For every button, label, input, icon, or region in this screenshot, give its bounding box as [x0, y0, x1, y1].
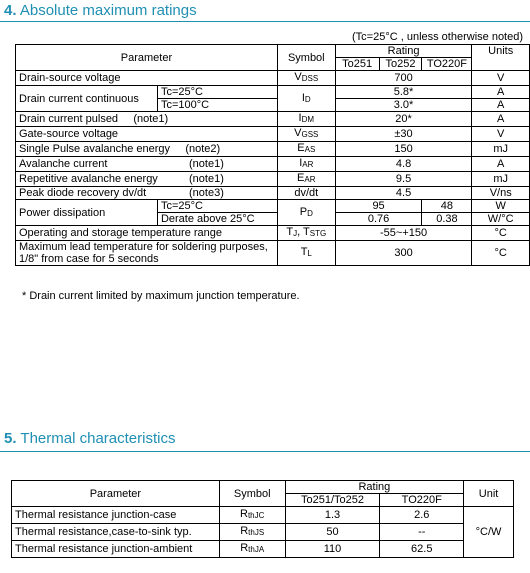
table-row — [16, 200, 530, 213]
symbol-cell: $R_{thJS}$ — [219, 524, 285, 541]
table-row — [16, 241, 530, 266]
header-units: Units — [472, 45, 530, 71]
note-label: (note2) — [185, 143, 221, 155]
table-row — [16, 86, 530, 99]
param-cell: Avalanche current (note1) — [16, 157, 278, 172]
table-row — [16, 157, 530, 172]
section-5-title — [4, 430, 175, 447]
header-symbol: Symbol — [219, 481, 285, 507]
note-label: (note1) — [133, 113, 169, 125]
table-header-row — [16, 45, 530, 58]
value-cell: 4.5 — [335, 187, 472, 200]
value-cell: 110 — [285, 541, 380, 558]
condition-cell: Tc=25°C — [157, 200, 277, 213]
symbol-cell: $V_{DSS}$ — [277, 71, 335, 86]
section-4-number: 4. — [4, 2, 17, 19]
table-row — [16, 172, 530, 187]
unit-cell: mJ — [472, 172, 530, 187]
table-row — [16, 142, 530, 157]
condition-cell: Tc=25°C — [157, 86, 277, 99]
param-cell: Peak diode recovery dv/dt (note3) — [16, 187, 278, 200]
value-cell: 700 — [335, 71, 472, 86]
unit-cell: mJ — [472, 142, 530, 157]
value-cell: ±30 — [335, 127, 472, 142]
param-cell: Repetitive avalanche energy (note1) — [16, 172, 278, 187]
symbol-cell: dv/dt — [277, 187, 335, 200]
header-pkg-to220f: TO220F — [380, 494, 464, 507]
value-cell: 5.8* — [335, 86, 472, 99]
section-5-text: Thermal characteristics — [20, 430, 176, 447]
table-row — [12, 507, 514, 524]
table-row — [16, 226, 530, 241]
note-label: (note1) — [189, 173, 224, 185]
symbol-cell: $T_J$, $T_{STG}$ — [277, 226, 335, 241]
condition-cell: Derate above 25°C — [157, 213, 277, 226]
param-cell: Drain current pulsed (note1) — [16, 112, 278, 127]
value-cell: -- — [380, 524, 464, 541]
value-cell: 4.8 — [335, 157, 472, 172]
value-cell: 0.76 — [335, 213, 422, 226]
conditions-note: (Tc=25°C , unless otherwise noted) — [352, 31, 524, 43]
value-cell: 150 — [335, 142, 472, 157]
symbol-cell: $P_D$ — [277, 200, 335, 226]
absolute-max-ratings-table — [15, 44, 530, 266]
unit-cell: W — [472, 200, 530, 213]
table-row — [12, 541, 514, 558]
header-pkg-to251-to252: To251/To252 — [285, 494, 380, 507]
value-cell: 62.5 — [380, 541, 464, 558]
param-cell: Drain current continuous — [16, 86, 158, 112]
unit-cell: A — [472, 112, 530, 127]
unit-cell: °C — [472, 226, 530, 241]
header-pkg-to220f: TO220F — [422, 58, 472, 71]
value-cell: 2.6 — [380, 507, 464, 524]
param-cell: Thermal resistance,case-to-sink typ. — [12, 524, 220, 541]
param-cell: Thermal resistance junction-ambient — [12, 541, 220, 558]
table-row — [16, 71, 530, 86]
symbol-cell: $V_{GSS}$ — [277, 127, 335, 142]
symbol-cell: $E_{AR}$ — [277, 172, 335, 187]
section-5-number: 5. — [4, 430, 17, 447]
value-cell: 0.38 — [422, 213, 472, 226]
unit-cell: °C — [472, 241, 530, 266]
section-4-title — [4, 2, 197, 19]
symbol-cell: $I_{DM}$ — [277, 112, 335, 127]
value-cell: 1.3 — [285, 507, 380, 524]
unit-cell: A — [472, 99, 530, 112]
header-parameter: Parameter — [12, 481, 220, 507]
table-row — [16, 187, 530, 200]
header-symbol: Symbol — [277, 45, 335, 71]
value-cell: 95 — [335, 200, 422, 213]
unit-cell: V — [472, 71, 530, 86]
value-cell: 20* — [335, 112, 472, 127]
unit-cell: V/ns — [472, 187, 530, 200]
unit-cell: A — [472, 86, 530, 99]
unit-cell: W/°C — [472, 213, 530, 226]
symbol-cell: $T_L$ — [277, 241, 335, 266]
value-cell: 50 — [285, 524, 380, 541]
param-cell: Maximum lead temperature for soldering purposes, 1/8" from case for 5 seconds — [16, 241, 278, 266]
section-4-rule — [0, 21, 530, 22]
header-rating: Rating — [285, 481, 464, 494]
param-cell: Operating and storage temperature range — [16, 226, 278, 241]
unit-cell: °C/W — [464, 507, 514, 558]
table-header-row — [12, 481, 514, 494]
table-row — [16, 112, 530, 127]
header-parameter: Parameter — [16, 45, 278, 71]
symbol-cell: $R_{thJC}$ — [219, 507, 285, 524]
value-cell: 9.5 — [335, 172, 472, 187]
section-4-text: Absolute maximum ratings — [19, 2, 197, 19]
condition-cell: Tc=100°C — [157, 99, 277, 112]
value-cell: -55~+150 — [335, 226, 472, 241]
table-row — [16, 127, 530, 142]
section-5-rule — [0, 451, 530, 452]
symbol-cell: $I_D$ — [277, 86, 335, 112]
param-cell: Thermal resistance junction-case — [12, 507, 220, 524]
param-cell: Power dissipation — [16, 200, 158, 226]
note-label: (note1) — [189, 158, 224, 170]
unit-cell: A — [472, 157, 530, 172]
value-cell: 3.0* — [335, 99, 472, 112]
param-cell: Drain-source voltage — [16, 71, 278, 86]
unit-cell: V — [472, 127, 530, 142]
symbol-cell: $E_{AS}$ — [277, 142, 335, 157]
footnote: * Drain current limited by maximum junction temperature. — [22, 290, 300, 302]
header-pkg-to252: To252 — [379, 58, 422, 71]
header-pkg-to251: To251 — [335, 58, 379, 71]
thermal-characteristics-table — [11, 480, 514, 558]
param-cell: Single Pulse avalanche energy (note2) — [16, 142, 278, 157]
note-label: (note3) — [189, 187, 224, 199]
table-row — [12, 524, 514, 541]
header-rating: Rating — [335, 45, 472, 58]
header-unit: Unit — [464, 481, 514, 507]
value-cell: 48 — [422, 200, 472, 213]
value-cell: 300 — [335, 241, 472, 266]
symbol-cell: $R_{thJA}$ — [219, 541, 285, 558]
param-cell: Gate-source voltage — [16, 127, 278, 142]
symbol-cell: $I_{AR}$ — [277, 157, 335, 172]
